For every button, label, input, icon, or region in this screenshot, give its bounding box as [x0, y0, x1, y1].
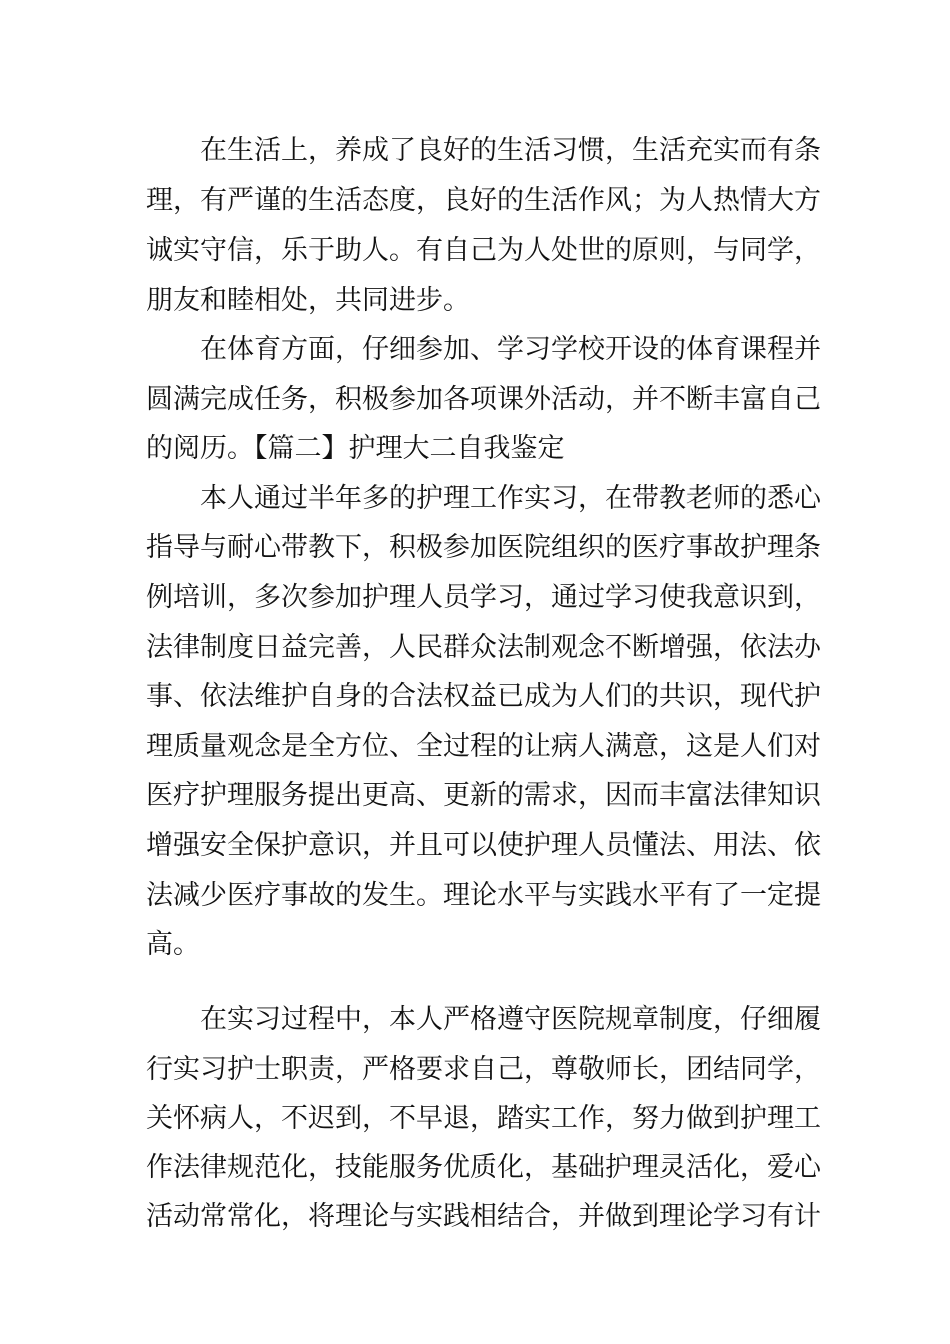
paragraph-4-line-3: 关怀病人，不迟到，不早退，踏实工作，努力做到护理工 [146, 1103, 821, 1134]
paragraph-1-line-3: 诚实守信，乐于助人。有自己为人处世的原则，与同学， [146, 235, 821, 266]
paragraph-3-line-10: 高。 [146, 929, 200, 960]
paragraph-3-line-7: 医疗护理服务提出更高、更新的需求，因而丰富法律知识 [146, 780, 821, 811]
paragraph-1-line-1: 在生活上，养成了良好的生活习惯，生活充实而有条 [200, 135, 821, 166]
paragraph-4-line-4: 作法律规范化，技能服务优质化，基础护理灵活化，爱心 [146, 1152, 821, 1183]
paragraph-4-line-1: 在实习过程中，本人严格遵守医院规章制度，仔细履 [200, 1004, 821, 1035]
paragraph-3-line-9: 法减少医疗事故的发生。理论水平与实践水平有了一定提 [146, 880, 821, 911]
paragraph-2-line-3: 的阅历。【篇二】护理大二自我鉴定 [146, 433, 565, 464]
paragraph-1-line-2: 理，有严谨的生活态度，良好的生活作风；为人热情大方 [146, 185, 821, 216]
paragraph-3-line-2: 指导与耐心带教下，积极参加医院组织的医疗事故护理条 [146, 532, 821, 563]
paragraph-3-line-4: 法律制度日益完善，人民群众法制观念不断增强，依法办 [146, 632, 821, 663]
paragraph-3-line-1: 本人通过半年多的护理工作实习，在带教老师的悉心 [200, 483, 821, 514]
paragraph-3-line-8: 增强安全保护意识，并且可以使护理人员懂法、用法、依 [146, 830, 821, 861]
paragraph-3-line-5: 事、依法维护自身的合法权益已成为人们的共识，现代护 [146, 681, 821, 712]
paragraph-1-line-4: 朋友和睦相处，共同进步。 [146, 285, 470, 316]
paragraph-3-line-3: 例培训，多次参加护理人员学习，通过学习使我意识到， [146, 582, 821, 613]
paragraph-2-line-1: 在体育方面，仔细参加、学习学校开设的体育课程并 [200, 334, 821, 365]
paragraph-4-line-5: 活动常常化，将理论与实践相结合，并做到理论学习有计 [146, 1201, 821, 1232]
paragraph-4-line-2: 行实习护士职责，严格要求自己，尊敬师长，团结同学， [146, 1054, 821, 1085]
paragraph-2-line-2: 圆满完成任务，积极参加各项课外活动，并不断丰富自己 [146, 384, 821, 415]
paragraph-3-line-6: 理质量观念是全方位、全过程的让病人满意，这是人们对 [146, 731, 821, 762]
